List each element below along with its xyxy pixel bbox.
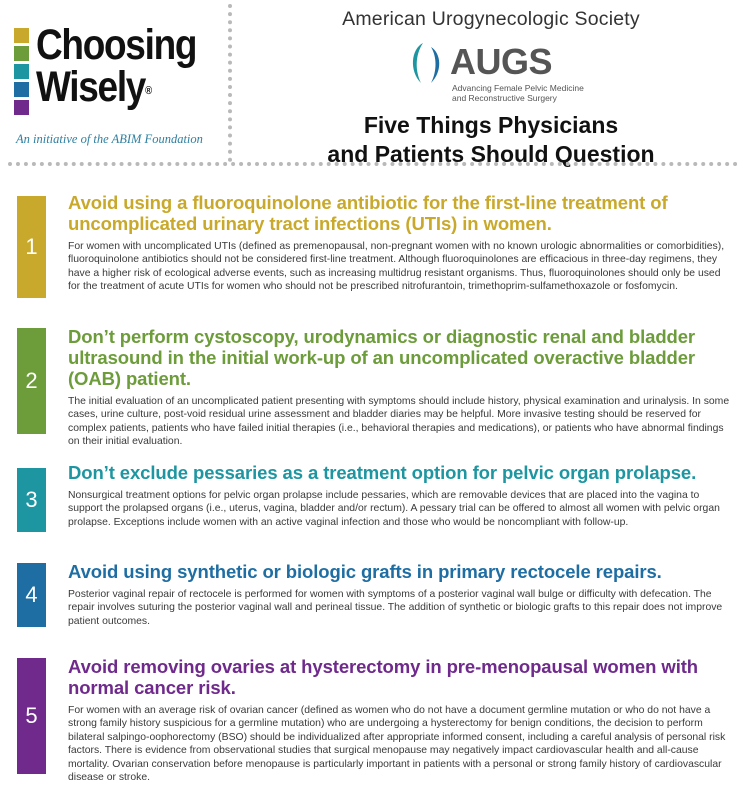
item-title: Avoid removing ovaries at hysterectomy in pre-menopausal women with normal cancer risk. xyxy=(68,656,698,698)
augs-logo xyxy=(234,35,748,107)
logo-wordmark xyxy=(36,21,197,111)
logo-bar xyxy=(14,46,29,61)
vertical-dotted-divider xyxy=(228,4,232,162)
augs-subtitle xyxy=(452,83,584,103)
choosing-wisely-logo xyxy=(14,21,214,146)
page-header xyxy=(0,0,748,170)
logo-bar xyxy=(14,28,29,43)
item-text: Nonsurgical treatment options for pelvic organ prolapse include pessaries, which are removable devices that are placed into the vagina to support the prolapsed organs (i.e., uterus, vagina, bladder and/or rectum). A pessary trial can be offered to almost all women with pelvic organ prolapse. Exceptions include women with an active vaginal infection and those who would be noncompliant with follow-up. xyxy=(68,490,720,528)
item-text: For women with an average risk of ovarian cancer (defined as women who do not have a document germline mutation or who do not have a strong family history suspicious for a germline mutation) who are undergoing a hysterectomy for benign conditions, the decision to perform bilateral salpingo-oophorectomy (BSO) should be individualized after appropriate informed consent, including a careful analysis of personal risk factors. There is evidence from observational studies that surgical menopause may negatively impact cardiovascular health and all-cause mortality. Ovarian conservation before menopause is particularly important in patients with a personal or strong family history of cardiovascular disease or stroke. xyxy=(68,705,726,784)
item-content xyxy=(68,656,734,784)
item-number-badge xyxy=(17,468,46,532)
item-title: Don’t perform cystoscopy, urodynamics or diagnostic renal and bladder ultrasound in the initial work-up of an uncomplicated overactive bladder (OAB) patient. xyxy=(68,326,696,389)
item-title: Avoid using a fluoroquinolone antibiotic for the first-line treatment of uncomplicated urinary tract infections (UTIs) in women. xyxy=(68,192,668,234)
item-text: Posterior vaginal repair of rectocele is performed for women with symptoms of a posterior vaginal wall bulge or difficulty with defecation. The repair involves suturing the posterior vaginal wall and perineal tissue. The addition of synthetic or biologic grafts to this repair does not improve patient outcomes. xyxy=(68,589,723,627)
item-number: 5 xyxy=(25,703,38,728)
logo-line-2: Wisely xyxy=(36,63,146,111)
item-number-badge xyxy=(17,328,46,434)
item-number-badge xyxy=(17,196,46,298)
item-content xyxy=(68,561,734,628)
item-text: The initial evaluation of an uncomplicated patient presenting with symptoms should include history, physical examination and urinalysis. In some cases, urine culture, post-void residual urine assessment and bladder diaries may be helpful. More invasive testing should be reserved for complex patients, patients who have failed initial therapies (i.e., behavioral therapies and medications), or patients who have abnormal findings on their initial evaluation. xyxy=(68,396,730,448)
item-number: 3 xyxy=(25,487,38,512)
augs-mark-icon xyxy=(407,41,449,85)
horizontal-dotted-divider xyxy=(8,162,738,166)
registered-mark: ® xyxy=(145,85,153,97)
item-title: Avoid using synthetic or biologic grafts in primary rectocele repairs. xyxy=(68,561,662,582)
society-block xyxy=(234,8,748,169)
item-content xyxy=(68,326,734,449)
society-name: American Urogynecologic Society xyxy=(342,8,640,30)
item-number: 2 xyxy=(25,368,38,393)
item-number: 1 xyxy=(25,234,38,259)
logo-color-bars xyxy=(14,28,29,118)
item-number: 4 xyxy=(25,582,38,607)
logo-bar xyxy=(14,82,29,97)
item-number-badge xyxy=(17,658,46,774)
page-title-line-2: and Patients Should Question xyxy=(327,141,655,167)
logo-bar xyxy=(14,64,29,79)
logo-line-1: Choosing xyxy=(36,21,197,69)
item-text: For women with uncomplicated UTIs (defined as premenopausal, non-pregnant women with no known urologic abnormalities or comorbidities), fluoroquinolone antibiotics should not be considered first-line treatment. Although fluoroquinolones are efficacious in three-day regimens, they have a higher risk of ecological adverse events, such as increasing multidrug resistant organisms. Thus, fluoroquinolones should only be used for the treatment of acute UTIs for women who should not be prescribed nitrofurantoin, trimethoprim-sulfamethoxazole or fosfomycin. xyxy=(68,241,725,293)
augs-acronym: AUGS xyxy=(450,41,553,82)
augs-subtitle-line-2: and Reconstructive Surgery xyxy=(452,93,557,103)
item-title: Don’t exclude pessaries as a treatment option for pelvic organ prolapse. xyxy=(68,462,697,483)
item-number-badge xyxy=(17,563,46,627)
logo-tagline: An initiative of the ABIM Foundation xyxy=(16,132,203,146)
page-title-line-1: Five Things Physicians xyxy=(363,112,619,138)
item-content xyxy=(68,192,734,294)
item-content xyxy=(68,462,734,529)
augs-subtitle-line-1: Advancing Female Pelvic Medicine xyxy=(452,83,584,93)
logo-bar xyxy=(14,100,29,115)
page-title xyxy=(234,111,748,169)
